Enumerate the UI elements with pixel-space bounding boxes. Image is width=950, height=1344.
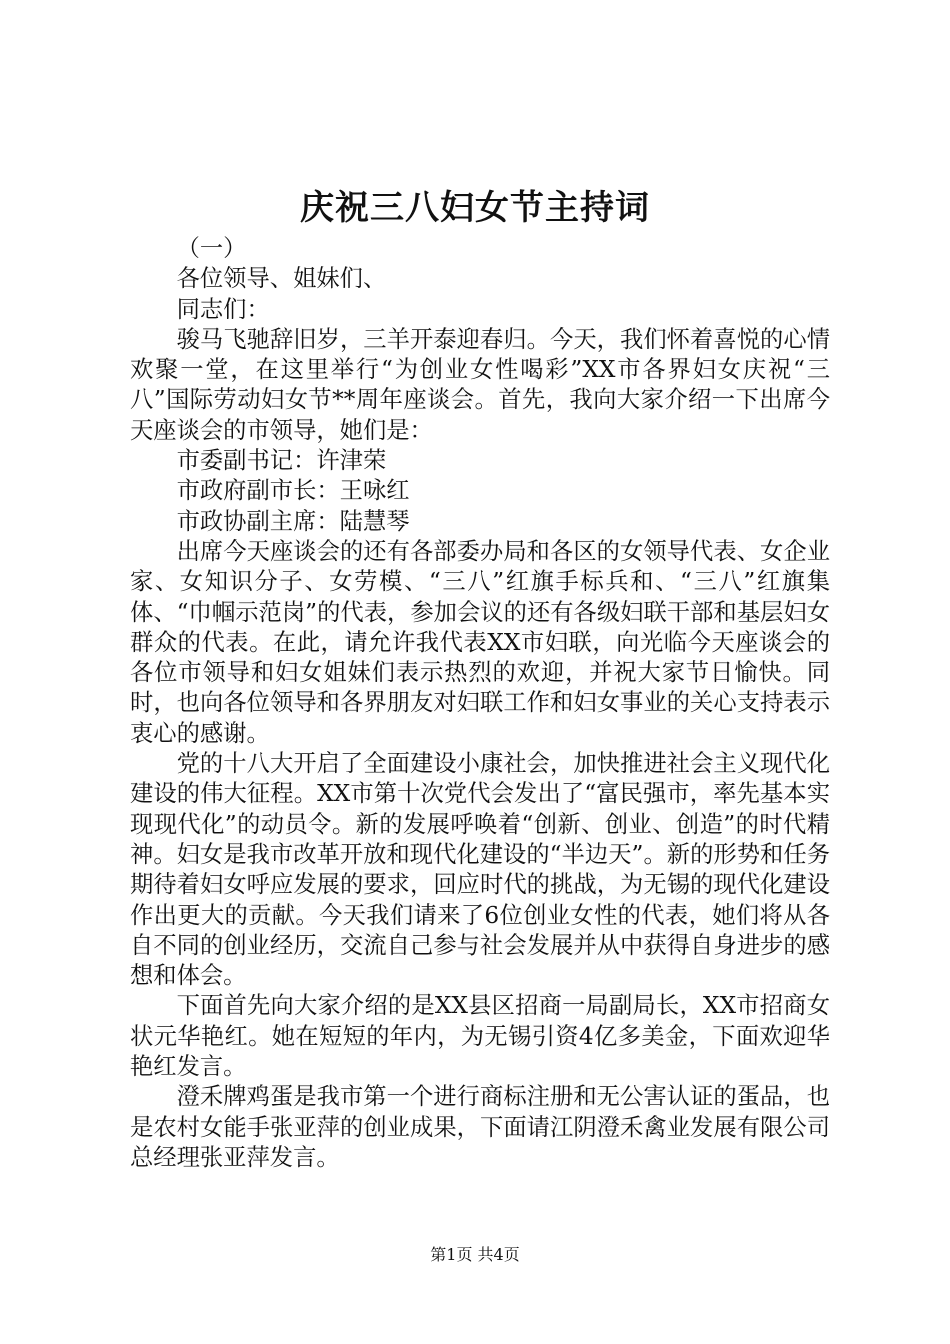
paragraph-attendees: 出席今天座谈会的还有各部委办局和各区的女领导代表、女企业家、女知识分子、女劳模、“三八”红旗手标兵和、“三八”红旗集体、“巾帼示范岗”的代表，参加会议的还有各级妇联干部和基层妇女群众的代表。在此，请允许我代表XX市妇联，向光临今天座谈会的各位市领导和妇女姐妹们表示热烈的欢迎，并祝大家节日愉快。同时，也向各位领导和各界朋友对妇联工作和妇女事业的关心支持表示衷心的感谢。 [130,537,830,747]
paragraph-opening: 骏马飞驰辞旧岁，三羊开泰迎春归。今天，我们怀着喜悦的心情欢聚一堂，在这里举行“为创业女性喝彩”XX市各界妇女庆祝“三八”国际劳动妇女节**周年座谈会。首先，我向大家介绍一下出席今天座谈会的市领导，她们是： [130,325,830,444]
leader-line-3: 市政协副主席：陆慧琴 [176,507,410,535]
paragraph-speaker-1: 下面首先向大家介绍的是XX县区招商一局副局长，XX市招商女状元华艳红。她在短短的年内，为无锡引资4亿多美金，下面欢迎华艳红发言。 [130,992,830,1081]
salutation-line-1: 各位领导、姐妹们、 [176,265,387,293]
leader-line-1: 市委副书记：许津荣 [176,447,387,475]
section-marker: （一） [176,235,247,262]
paragraph-development: 党的十八大开启了全面建设小康社会，加快推进社会主义现代化建设的伟大征程。XX市第十次党代会发出了“富民强市，率先基本实现现代化”的动员令。新的发展呼唤着“创新、创业、创造”的时代精神。妇女是我市改革开放和现代化建设的“半边天”。新的形势和任务期待着妇女呼应发展的要求，回应时代的挑战，为无锡的现代化建设作出更大的贡献。今天我们请来了6位创业女性的代表，她们将从各自不同的创业经历，交流自己参与社会发展并从中获得自身进步的感想和体会。 [130,750,830,990]
salutation-line-2: 同志们： [176,295,270,323]
leader-line-2: 市政府副市长：王咏红 [176,477,410,505]
paragraph-speaker-2: 澄禾牌鸡蛋是我市第一个进行商标注册和无公害认证的蛋品，也是农村女能手张亚萍的创业成果，下面请江阴澄禾禽业发展有限公司总经理张亚萍发言。 [130,1083,830,1171]
page-footer: 第1页 共4页 [430,1245,520,1264]
document-body [130,234,830,1173]
document-title: 庆祝三八妇女节主持词 [300,188,650,228]
